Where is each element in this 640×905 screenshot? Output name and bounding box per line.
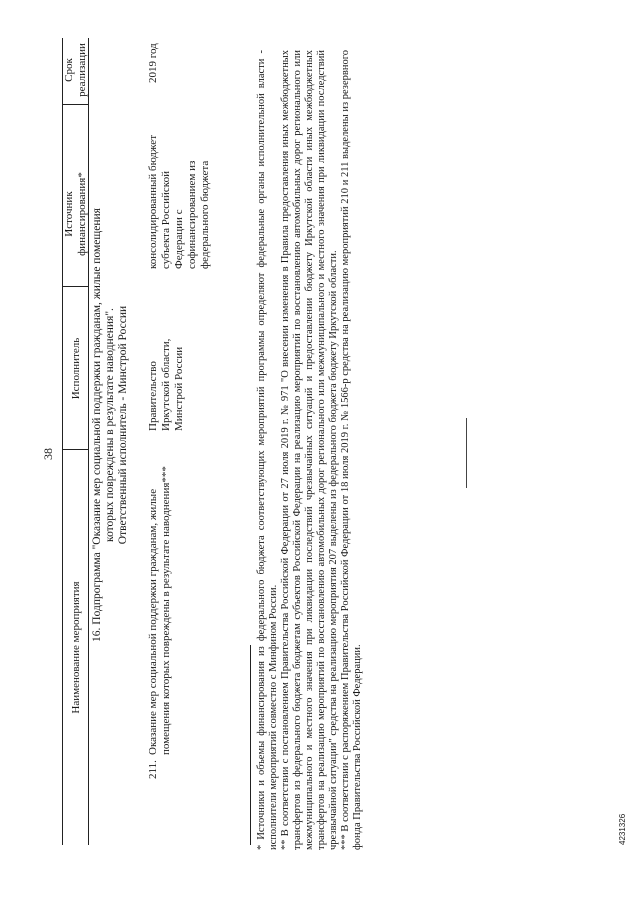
- subprogram-title: [91, 95, 130, 755]
- header-executor: Исполнитель: [70, 337, 82, 400]
- header-period: Срок реализации: [63, 43, 88, 97]
- column-divider: [62, 104, 88, 105]
- footnote: *** В соответствии с распоряжением Правительства Российской Федерации от 18 июля 2019 г. № 1566-р средства на реализацию мероприятий 210 и 211 выделены из резервного фонда Правительства Российской Федерации.: [340, 50, 363, 850]
- document-reference: 4231326: [618, 813, 627, 845]
- row-name: Оказание мер социальной поддержки гражданам, жилые помещения которых повреждены в результате наводнения***: [147, 466, 172, 755]
- subprogram-line-1: 16. Подпрограмма "Оказание мер социальной поддержки гражданам, жилые помещения: [91, 208, 103, 642]
- subprogram-line-2: которых повреждены в результате наводнения".: [104, 308, 116, 542]
- subprogram-line-3: Ответственный исполнитель - Минстрой России: [117, 305, 129, 545]
- center-rule: [466, 418, 467, 488]
- footnote-separator: [250, 645, 251, 845]
- row-period: 2019 год: [147, 43, 159, 83]
- header-source: Источник финансирования*: [63, 172, 88, 256]
- footnote: ** В соответствии с постановлением Правительства Российской Федерации от 27 июля 2019 г. № 971 "О внесении изменения в Правила предоставления иных межбюджетных трансфертов из федерального бюджета бюджетам субъектов Российской Федерации на реализацию мероприятий по восстановлению автомобильных дорог регионального или межмуниципального и местного значения при ликвидации последствий чрезвычайных ситуаций и предоставлении бюджету Иркутской области иных межбюджетных трансфертов на реализацию мероприятий по восстановлению автомобильных дорог регионального или межмуниципального и местного значения при ликвидации последствий чрезвычайной ситуации" средства на реализацию мероприятия 207 выделены из федерального бюджета бюджету Иркутской области.: [280, 50, 339, 850]
- header-name: Наименование мероприятия: [70, 581, 82, 714]
- row-number: 211.: [147, 760, 159, 779]
- row-source: консолидированный бюджет субъекта Российской Федерации с софинансированием из федерального бюджета: [147, 135, 211, 269]
- page-number: 38: [41, 448, 55, 460]
- footnote: * Источники и объемы финансирования из федерального бюджета соответствующих мероприятий программы определяют федеральные органы исполнительной власти - исполнители мероприятий совместно с Минфином России.: [256, 50, 279, 850]
- row-executor: Правительство Иркутской области, Минстрой России: [147, 338, 185, 431]
- footnotes: [256, 50, 364, 850]
